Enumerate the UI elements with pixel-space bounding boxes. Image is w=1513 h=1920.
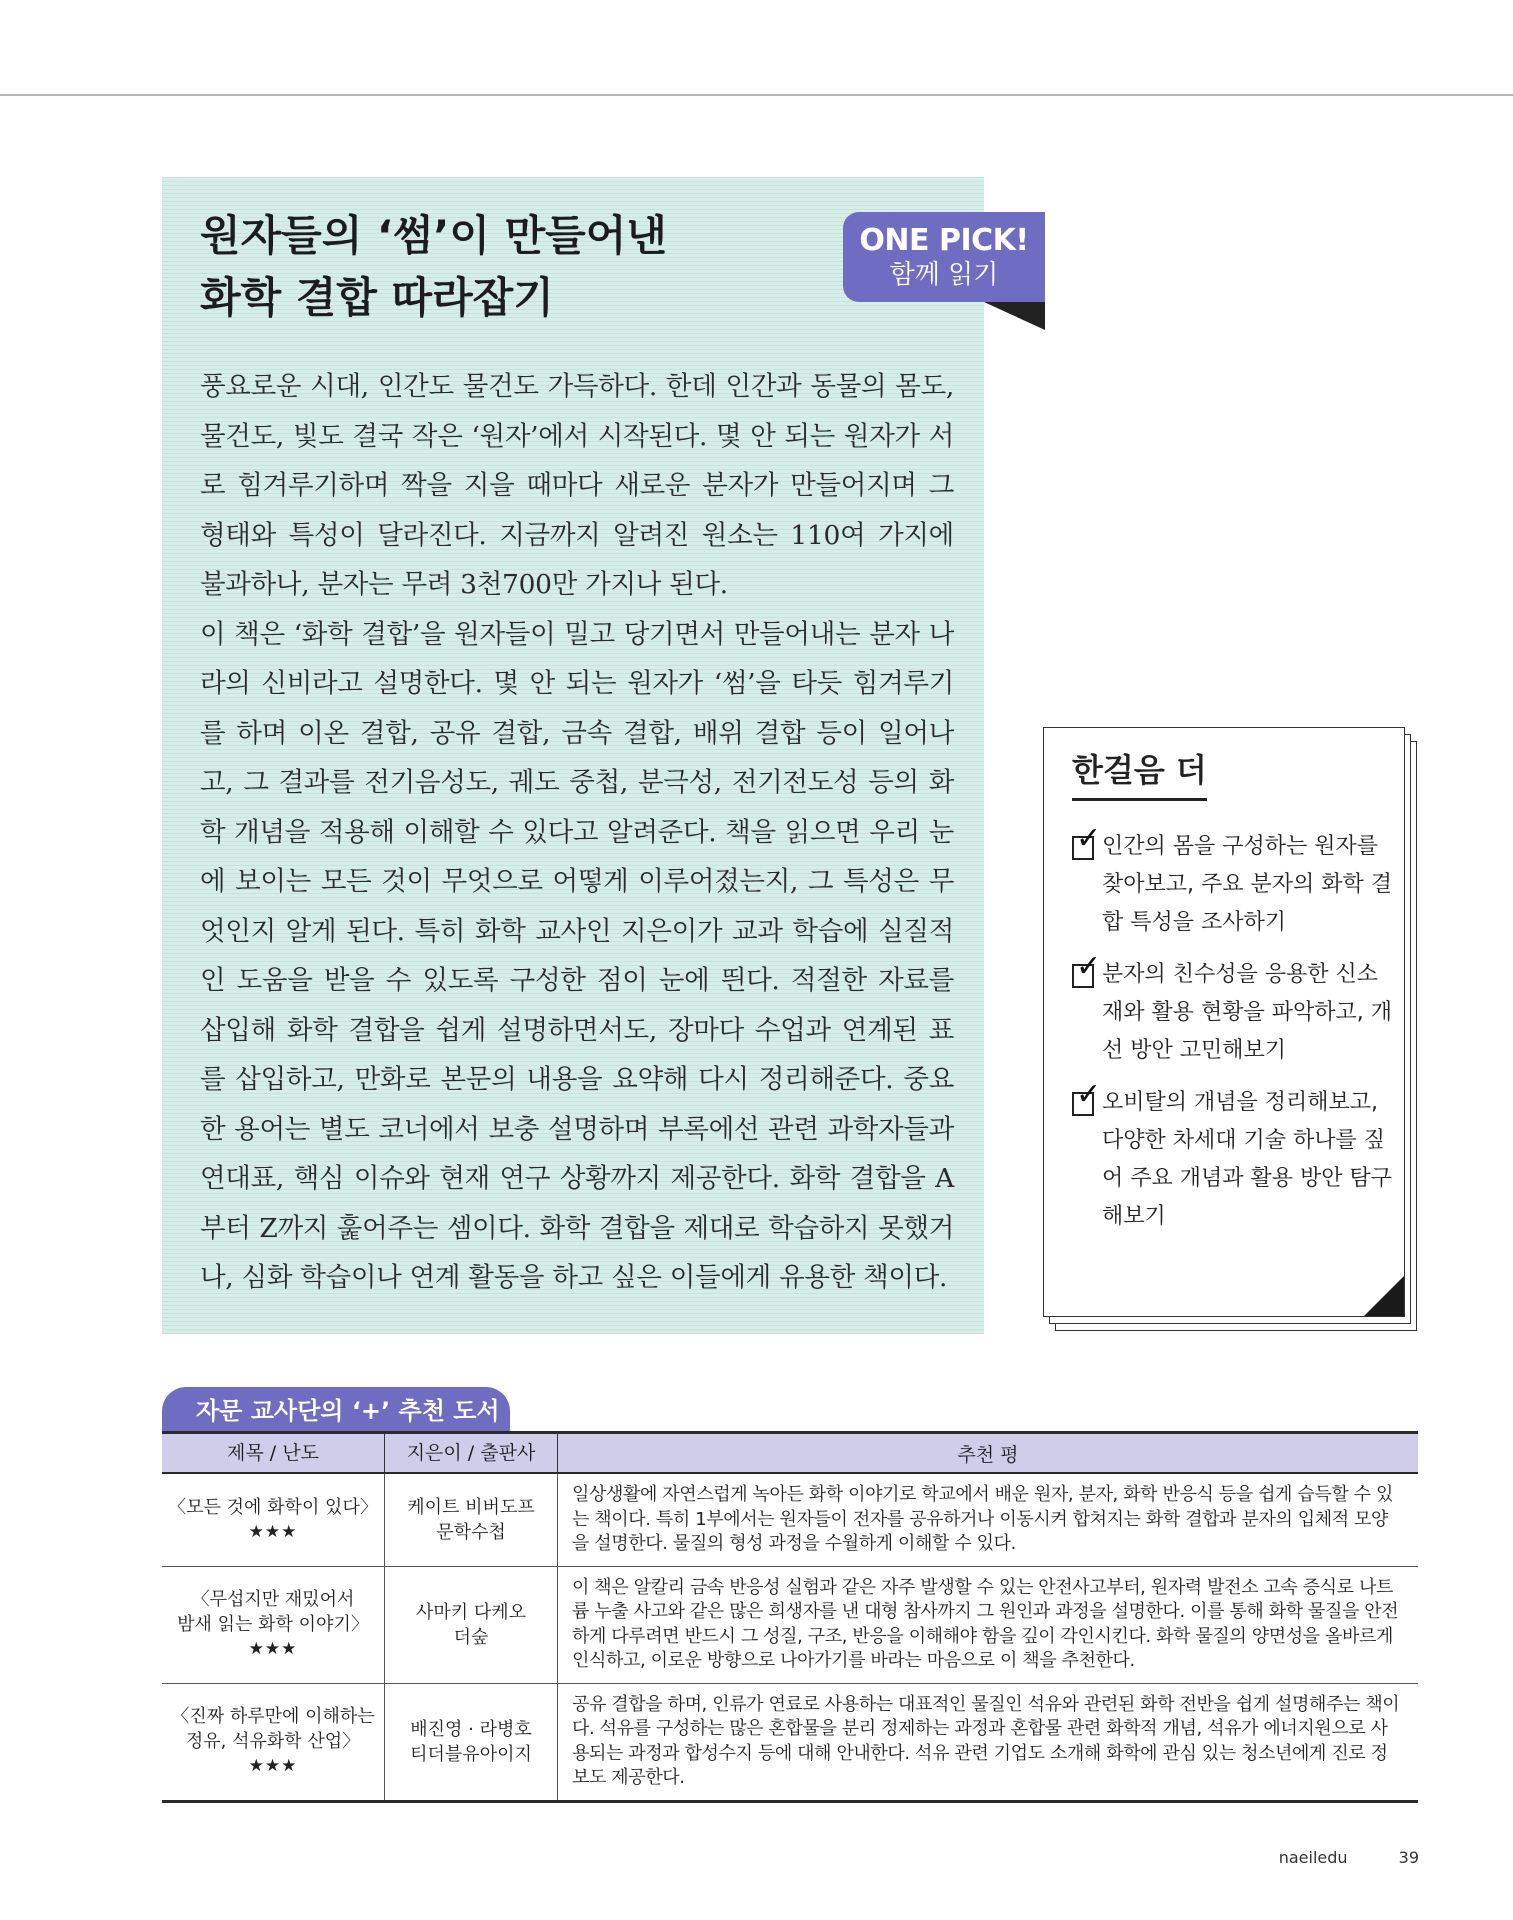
author-cell <box>385 1683 558 1801</box>
book-title-cell <box>162 1683 385 1801</box>
review-cell: 이 책은 알칼리 금속 반응성 실험과 같은 자주 발생할 수 있는 안전사고부터, 원자력 발전소 고속 증식로 나트륨 누출 사고와 같은 많은 희생자를 낸 대형 참사까지 그 원인과 과정을 설명한다. 이를 통해 화학 물질을 안전하게 다루려면 반드시 그 성질, 구조, 반응을 이해해야 함을 깊이 각인시킨다. 화학 물질의 양면성을 올바르게 인식하고, 이로운 방향으로 나아가기를 바라는 마음으로 이 책을 추천한다. <box>558 1566 1419 1683</box>
publisher-name: 더숲 <box>453 1626 489 1648</box>
page-footer <box>1279 1848 1419 1867</box>
badge-title: ONE PICK! <box>859 223 1029 258</box>
difficulty-stars: ★★★ <box>248 1639 298 1659</box>
feature-paragraph-2: 이 책은 ‘화학 결합’을 원자들이 밀고 당기면서 만들어내는 분자 나라의 신비라고 설명한다. 몇 안 되는 원자가 ‘썸’을 타듯 힘겨루기를 하며 이온 결합, 공유 결합, 금속 결합, 배위 결합 등이 일어나고, 그 결과를 전기음성도, 궤도 중첩, 분극성, 전기전도성 등의 화학 개념을 적용해 이해할 수 있다고 알려준다. 책을 읽으면 우리 눈에 보이는 모든 것이 무엇으로 어떻게 이루어졌는지, 그 특성은 무엇인지 알게 된다. 특히 화학 교사인 지은이가 교과 학습에 실질적인 도움을 받을 수 있도록 구성한 점이 눈에 띈다. 적절한 자료를 삽입해 화학 결합을 쉽게 설명하면서도, 장마다 수업과 연계된 표를 삽입하고, 만화로 본문의 내용을 요약해 다시 정리해준다. 중요한 용어는 별도 코너에서 보충 설명하며 부록에선 관련 과학자들과 연대표, 핵심 이슈와 현재 연구 상황까지 제공한다. 화학 결합을 A부터 Z까지 훑어주는 셈이다. 화학 결합을 제대로 학습하지 못했거나, 심화 학습이나 연계 활동을 하고 싶은 이들에게 유용한 책이다. <box>200 618 954 1293</box>
note-item-text: 분자의 친수성을 응용한 신소재와 활용 현황을 파악하고, 개선 방안 고민해보기 <box>1102 962 1392 1063</box>
book-title-cell <box>162 1473 385 1566</box>
note-checklist-item <box>1072 1077 1392 1236</box>
badge-fold-corner <box>984 302 1045 330</box>
checkmark-icon: ✓ <box>1076 821 1102 856</box>
book-feature-panel <box>162 177 984 1334</box>
checkbox-icon <box>1072 1077 1102 1116</box>
feature-title-line-2: 화학 결합 따라잡기 <box>200 273 554 322</box>
step-further-note <box>1043 727 1415 1337</box>
note-front-sheet <box>1043 727 1405 1317</box>
book-title-cell <box>162 1566 385 1683</box>
note-title: 한걸음 더 <box>1072 748 1207 801</box>
book-title-line-2: 정유, 석유화학 산업〉 <box>185 1731 361 1752</box>
feature-paragraph-1: 풍요로운 시대, 인간도 물건도 가득하다. 한데 인간과 동물의 몸도, 물건도, 빛도 결국 작은 ‘원자’에서 시작된다. 몇 안 되는 원자가 서로 힘겨루기하며 짝을 지을 때마다 새로운 분자가 만들어지며 그 형태와 특성이 달라진다. 지금까지 알려진 원소는 110여 가지에 불과하나, 분자는 무려 3천700만 가지나 된다. <box>200 371 954 600</box>
book-title-line-1: 〈무섭지만 재밌어서 <box>191 1589 355 1610</box>
badge-subtitle: 함께 읽기 <box>889 260 999 290</box>
checkmark-icon: ✓ <box>1076 1077 1102 1112</box>
publisher-name: 문학수첩 <box>436 1521 506 1543</box>
publisher-name: 티더블유아이지 <box>410 1743 532 1765</box>
author-name: 배진영 · 라병호 <box>410 1718 532 1740</box>
note-checklist-item <box>1072 821 1392 942</box>
table-row <box>162 1683 1418 1801</box>
book-title: 〈모든 것에 화학이 있다〉 <box>168 1496 378 1518</box>
feature-title <box>200 205 760 329</box>
difficulty-stars: ★★★ <box>248 1521 298 1542</box>
publication-name: naeiledu <box>1278 1848 1348 1867</box>
feature-title-line-1: 원자들의 ‘썸’이 만들어낸 <box>200 211 667 260</box>
book-title-line-1: 〈진짜 하루만에 이해하는 <box>171 1706 375 1727</box>
checkbox-icon <box>1072 821 1102 860</box>
table-header-row <box>162 1433 1418 1474</box>
feature-body <box>200 362 954 1303</box>
top-divider <box>0 94 1513 96</box>
header-review: 추천 평 <box>558 1433 1419 1474</box>
one-pick-badge <box>843 212 1045 302</box>
header-author-publisher: 지은이 / 출판사 <box>385 1433 558 1474</box>
table-row <box>162 1566 1418 1683</box>
book-title-line-2: 밤새 읽는 화학 이야기〉 <box>177 1614 369 1635</box>
table-row <box>162 1473 1418 1566</box>
page-number: 39 <box>1398 1848 1419 1867</box>
checkbox-icon <box>1072 949 1102 988</box>
review-cell: 일상생활에 자연스럽게 녹아든 화학 이야기로 학교에서 배운 원자, 분자, 화학 반응식 등을 쉽게 습득할 수 있는 책이다. 특히 1부에서는 원자들이 전자를 공유하거나 이동시켜 합쳐지는 화학 결합과 분자의 입체적 모양을 설명한다. 물질의 형성 과정을 수월하게 이해할 수 있다. <box>558 1473 1419 1566</box>
note-folded-corner <box>1364 1276 1404 1316</box>
author-cell <box>385 1566 558 1683</box>
note-item-text: 오비탈의 개념을 정리해보고, 다양한 차세대 기술 하나를 짚어 주요 개념과 활용 방안 탐구해보기 <box>1102 1090 1392 1229</box>
recommend-tab-label: 자문 교사단의 ‘+’ 추천 도서 <box>162 1387 510 1435</box>
header-title-level: 제목 / 난도 <box>162 1433 385 1474</box>
author-name: 케이트 비버도프 <box>407 1496 535 1518</box>
checkmark-icon: ✓ <box>1076 949 1102 984</box>
author-name: 사마키 다케오 <box>415 1601 527 1623</box>
review-cell: 공유 결합을 하며, 인류가 연료로 사용하는 대표적인 물질인 석유와 관련된 화학 전반을 쉽게 설명해주는 책이다. 석유를 구성하는 많은 혼합물을 분리 정제하는 과정과 혼합물 관련 화학적 개념, 석유가 에너지원으로 사용되는 과정과 합성수지 등에 대해 안내한다. 석유 관련 기업도 소개해 화학에 관심 있는 청소년에게 진로 정보도 제공한다. <box>558 1683 1419 1801</box>
difficulty-stars: ★★★ <box>248 1756 298 1776</box>
note-item-text: 인간의 몸을 구성하는 원자를 찾아보고, 주요 분자의 화학 결합 특성을 조사하기 <box>1102 834 1392 935</box>
note-checklist-item <box>1072 949 1392 1070</box>
recommended-books-table <box>162 1431 1418 1803</box>
author-cell <box>385 1473 558 1566</box>
note-checklist <box>1072 821 1392 1250</box>
